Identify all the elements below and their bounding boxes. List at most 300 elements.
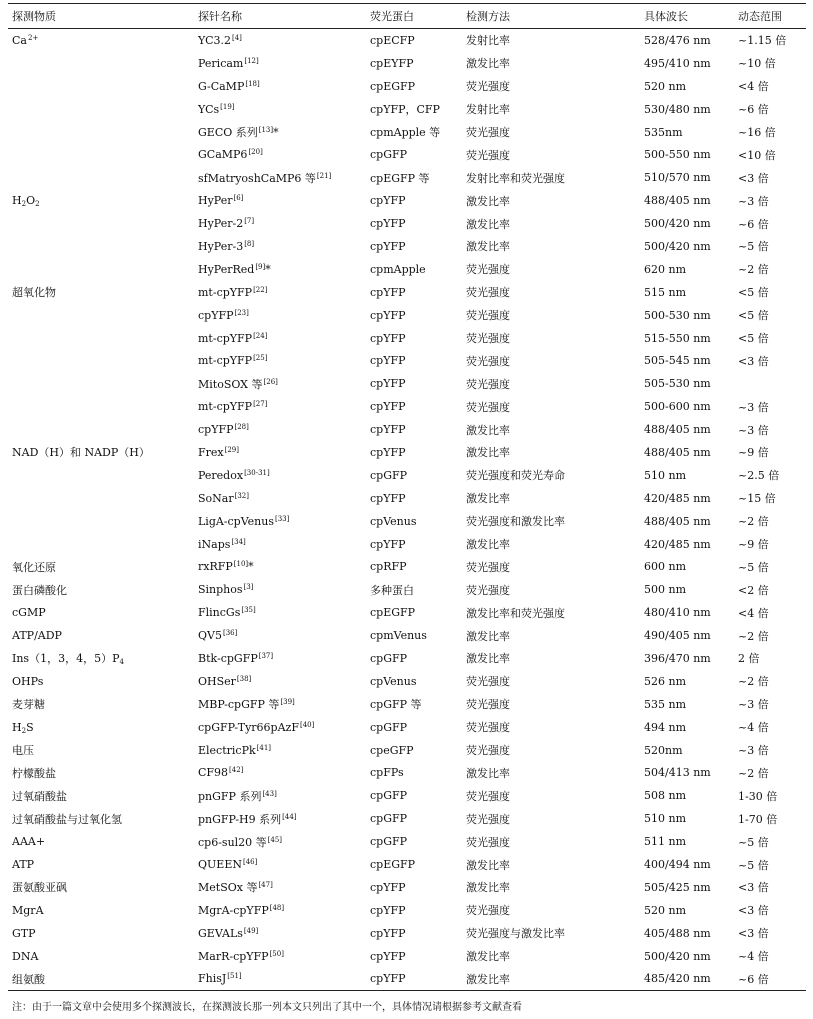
cell-material <box>8 624 194 647</box>
material-text: MgrA <box>12 903 44 917</box>
cell-range: ~15 倍 <box>738 492 776 506</box>
reference-citation: [47] <box>258 881 273 890</box>
probe-name: mt-cpYFP <box>198 285 253 299</box>
reference-citation: [22] <box>253 285 268 294</box>
table-row <box>8 372 806 395</box>
cell-wavelength: 508 nm <box>644 789 687 803</box>
cell-wavelength: 510 nm <box>644 812 687 826</box>
probe-name: QV5 <box>198 629 222 643</box>
reference-citation: [6] <box>233 194 244 203</box>
cell-wavelength: 505-545 nm <box>644 354 711 368</box>
table-header-row <box>8 4 806 29</box>
probe-name: cpYFP <box>198 423 234 437</box>
cell-method: 荧光强度 <box>466 354 510 368</box>
cell-probe <box>194 624 366 647</box>
reference-citation: [3] <box>243 583 254 592</box>
cell-wavelength: 420/485 nm <box>644 537 711 551</box>
cell-range: ~6 倍 <box>738 217 769 231</box>
cell-protein: cpYFP <box>370 491 406 505</box>
cell-method: 激发比率 <box>466 492 510 506</box>
table-row <box>8 212 806 235</box>
probe-name: MarR-cpYFP <box>198 949 269 963</box>
reference-citation: [8] <box>244 239 255 248</box>
cell-material <box>8 143 194 166</box>
cell-range: ~9 倍 <box>738 446 769 460</box>
probe-name: CF98 <box>198 766 229 780</box>
cell-protein: cpGFP <box>370 148 408 162</box>
table-footnote: 注：由于一篇文章中会使用多个探测波长，在探测波长那一列本文只列出了其中一个，具体情况请根据参考文献查看 <box>12 1002 522 1013</box>
cell-material <box>8 762 194 785</box>
cell-probe <box>194 395 366 418</box>
cell-wavelength: 420/485 nm <box>644 491 711 505</box>
material-text: 过氧硝酸盐 <box>12 789 67 803</box>
cell-range: <10 倍 <box>738 148 776 162</box>
reference-citation: [9] <box>255 262 266 271</box>
material-text: 蛋氨酸亚砜 <box>12 881 67 895</box>
probe-name: sfMatryoshCaMP6 等 <box>198 171 316 185</box>
cell-range: ~3 倍 <box>738 400 769 414</box>
cell-range: <3 倍 <box>738 904 769 918</box>
cell-method: 激发比率 <box>466 423 510 437</box>
cell-method: 荧光强度 <box>466 126 510 139</box>
table-row <box>8 899 806 922</box>
material-text: H <box>12 720 22 734</box>
cell-wavelength: 488/405 nm <box>644 423 711 437</box>
cell-probe <box>194 510 366 533</box>
cell-material <box>8 922 194 945</box>
probe-name: MitoSOX 等 <box>198 377 263 391</box>
table-row <box>8 555 806 578</box>
cell-wavelength: 520nm <box>644 743 683 757</box>
cell-range: <3 倍 <box>738 354 769 368</box>
cell-method: 荧光强度 <box>466 400 510 414</box>
table-row <box>8 533 806 556</box>
cell-wavelength: 500/420 nm <box>644 949 711 963</box>
cell-material <box>8 510 194 533</box>
cell-probe <box>194 464 366 487</box>
cell-material <box>8 258 194 281</box>
material-text: Ins（1，3，4，5）P <box>12 652 120 666</box>
cell-wavelength: 530/480 nm <box>644 102 711 116</box>
cell-method: 荧光强度 <box>466 309 510 323</box>
cell-probe <box>194 807 366 830</box>
probe-name: GECO 系列 <box>198 126 258 139</box>
cell-probe <box>194 98 366 121</box>
material-text: H <box>12 194 22 208</box>
cell-method: 激发比率 <box>466 57 510 71</box>
probe-name: MBP-cpGFP 等 <box>198 698 280 712</box>
material-superscript: 2+ <box>27 33 39 42</box>
cell-method: 荧光强度 <box>466 721 510 735</box>
reference-citation: [4] <box>231 33 242 42</box>
cell-probe <box>194 555 366 578</box>
cell-wavelength: 500-600 nm <box>644 400 711 414</box>
probe-name: pnGFP-H9 系列 <box>198 812 282 826</box>
cell-protein: cpGFP <box>370 720 408 734</box>
probe-name: Btk-cpGFP <box>198 651 258 665</box>
cell-protein: cpYFP <box>370 331 406 345</box>
cell-wavelength: 400/494 nm <box>644 858 711 871</box>
cell-wavelength: 520 nm <box>644 79 687 93</box>
table-row <box>8 670 806 693</box>
cell-probe <box>194 739 366 762</box>
cell-wavelength: 535 nm <box>644 697 687 711</box>
cell-probe <box>194 601 366 624</box>
reference-citation: [30-31] <box>244 468 270 477</box>
material-text: 超氧化物 <box>12 286 56 300</box>
cell-probe <box>194 189 366 212</box>
cell-material <box>8 235 194 258</box>
cell-method: 荧光强度和激发比率 <box>466 515 565 529</box>
cell-wavelength: 500/420 nm <box>644 239 711 253</box>
probe-name: HyPer <box>198 194 233 208</box>
cell-method: 荧光强度 <box>466 904 510 918</box>
reference-citation: [12] <box>244 56 259 65</box>
cell-method: 荧光强度 <box>466 835 510 849</box>
header-method: 检测方法 <box>462 4 640 29</box>
cell-range: <4 倍 <box>738 606 769 620</box>
table-row <box>8 968 806 991</box>
table-row <box>8 189 806 212</box>
cell-range: ~2 倍 <box>738 766 769 780</box>
cell-protein: cpRFP <box>370 560 407 574</box>
cell-range: ~2 倍 <box>738 515 769 529</box>
table-body <box>8 29 806 991</box>
cell-range: ~6 倍 <box>738 103 769 117</box>
cell-probe <box>194 830 366 853</box>
cell-protein: cpGFP <box>370 789 408 803</box>
cell-method: 荧光强度 <box>466 698 510 712</box>
cell-method: 荧光强度 <box>466 80 510 94</box>
probe-name: MgrA-cpYFP <box>198 903 269 917</box>
cell-method: 荧光强度 <box>466 583 510 597</box>
reference-citation: [49] <box>243 926 259 935</box>
probe-name: cpYFP <box>198 308 234 322</box>
cell-wavelength: 405/488 nm <box>644 926 711 940</box>
table-row <box>8 716 806 739</box>
cell-range: ~2 倍 <box>738 629 769 643</box>
cell-wavelength: 500/420 nm <box>644 217 711 231</box>
cell-range: <5 倍 <box>738 286 769 300</box>
reference-citation: [19] <box>220 102 235 111</box>
table-row <box>8 830 806 853</box>
cell-protein: cpYFP <box>370 445 406 459</box>
probe-mark: * <box>248 560 254 574</box>
cell-protein: cpEGFP 等 <box>370 171 430 185</box>
cell-range: <5 倍 <box>738 332 769 346</box>
cell-wavelength: 495/410 nm <box>644 56 711 70</box>
cell-range: <3 倍 <box>738 881 769 895</box>
probe-name: FhisJ <box>198 972 227 986</box>
table-row <box>8 166 806 189</box>
cell-protein: cpYFP，CFP <box>370 103 440 117</box>
cell-protein: cpGFP <box>370 835 408 849</box>
cell-probe <box>194 143 366 166</box>
reference-citation: [38] <box>236 674 252 683</box>
cell-wavelength: 490/405 nm <box>644 629 711 643</box>
cell-wavelength: 510 nm <box>644 468 687 482</box>
probe-name: cpGFP-Tyr66pAzF <box>198 720 299 734</box>
cell-protein: cpGFP <box>370 468 408 482</box>
material-text: Ca <box>12 33 27 47</box>
cell-wavelength: 515 nm <box>644 285 687 299</box>
cell-wavelength: 510/570 nm <box>644 171 711 185</box>
cell-range: 1-70 倍 <box>738 812 778 826</box>
cell-method: 激发比率和荧光强度 <box>466 606 565 620</box>
cell-protein: cpYFP <box>370 354 406 368</box>
cell-protein: cpYFP <box>370 537 406 551</box>
table-row <box>8 739 806 762</box>
reference-citation: [32] <box>234 491 249 500</box>
cell-material <box>8 899 194 922</box>
table-row <box>8 578 806 601</box>
table-row <box>8 624 806 647</box>
cell-material <box>8 853 194 876</box>
cell-material <box>8 327 194 350</box>
cell-protein: cpVenus <box>370 674 417 688</box>
probe-name: YCs <box>198 102 220 116</box>
material-text-tail: O <box>26 194 36 208</box>
cell-wavelength: 488/405 nm <box>644 194 711 208</box>
probe-name: QUEEN <box>198 858 242 871</box>
material-text: 组氨酸 <box>12 972 45 986</box>
cell-method: 激发比率 <box>466 538 510 552</box>
cell-method: 荧光强度和荧光寿命 <box>466 469 565 483</box>
cell-probe <box>194 121 366 144</box>
cell-probe <box>194 281 366 304</box>
cell-material <box>8 441 194 464</box>
cell-probe <box>194 899 366 922</box>
cell-wavelength: 488/405 nm <box>644 445 711 459</box>
cell-probe <box>194 968 366 991</box>
cell-material <box>8 807 194 830</box>
table-row <box>8 121 806 144</box>
cell-method: 发射比率 <box>466 34 510 48</box>
cell-range: ~3 倍 <box>738 423 769 437</box>
probe-name: HyPerRed <box>198 262 255 276</box>
reference-citation: [26] <box>263 377 278 386</box>
cell-wavelength: 528/476 nm <box>644 33 711 47</box>
probe-name: FlincGs <box>198 606 241 620</box>
probe-name: Sinphos <box>198 583 243 597</box>
table-row <box>8 441 806 464</box>
cell-method: 激发比率 <box>466 950 510 964</box>
reference-citation: [42] <box>229 766 244 775</box>
reference-citation: [13] <box>258 126 274 134</box>
material-text: OHPs <box>12 674 44 688</box>
table-row <box>8 853 806 876</box>
cell-material <box>8 784 194 807</box>
cell-wavelength: 520 nm <box>644 903 687 917</box>
probe-name: mt-cpYFP <box>198 400 253 414</box>
cell-probe <box>194 853 366 876</box>
material-text: 蛋白磷酸化 <box>12 583 67 597</box>
cell-wavelength: 511 nm <box>644 835 687 849</box>
cell-protein: cpYFP <box>370 194 406 208</box>
table-row <box>8 258 806 281</box>
table-row <box>8 327 806 350</box>
cell-wavelength: 480/410 nm <box>644 606 711 620</box>
cell-material <box>8 464 194 487</box>
material-text: cGMP <box>12 606 46 620</box>
probe-name: HyPer-3 <box>198 239 244 253</box>
cell-material <box>8 212 194 235</box>
table-row <box>8 807 806 830</box>
cell-protein: cpYFP <box>370 903 406 917</box>
cell-range: <5 倍 <box>738 309 769 323</box>
table-row <box>8 464 806 487</box>
cell-protein: cpYFP <box>370 400 406 414</box>
cell-wavelength: 505/425 nm <box>644 880 711 894</box>
reference-citation: [21] <box>316 171 332 180</box>
cell-protein: cpYFP <box>370 377 406 391</box>
table-row <box>8 281 806 304</box>
cell-protein: cpGFP <box>370 651 408 665</box>
reference-citation: [43] <box>262 789 277 798</box>
probe-name: cp6-sul20 等 <box>198 835 267 849</box>
material-text: DNA <box>12 949 39 963</box>
reference-citation: [35] <box>241 606 256 615</box>
cell-protein: cpeGFP <box>370 743 414 757</box>
probe-mark: * <box>273 126 279 139</box>
table-row <box>8 784 806 807</box>
table-row <box>8 235 806 258</box>
cell-material <box>8 395 194 418</box>
cell-material <box>8 418 194 441</box>
probe-name: LigA-cpVenus <box>198 514 274 528</box>
cell-range: <3 倍 <box>738 171 769 185</box>
cell-protein: cpYFP <box>370 423 406 437</box>
probe-name: OHSer <box>198 674 236 688</box>
cell-probe <box>194 647 366 670</box>
probe-name: mt-cpYFP <box>198 331 253 345</box>
reference-citation: [20] <box>248 148 263 157</box>
cell-range: ~5 倍 <box>738 560 769 574</box>
material-text: 柠檬酸盐 <box>12 766 56 780</box>
cell-range: ~3 倍 <box>738 698 769 712</box>
cell-protein: cpGFP <box>370 812 408 826</box>
cell-material <box>8 693 194 716</box>
cell-wavelength: 505-530 nm <box>644 377 711 391</box>
cell-protein: cpYFP <box>370 217 406 231</box>
cell-protein: cpECFP <box>370 33 415 47</box>
probe-name: GEVALs <box>198 926 243 940</box>
cell-probe <box>194 327 366 350</box>
reference-citation: [46] <box>242 858 258 866</box>
cell-method: 荧光强度 <box>466 560 510 574</box>
cell-protein: cpVenus <box>370 514 417 528</box>
cell-wavelength: 488/405 nm <box>644 514 711 528</box>
table-row <box>8 945 806 968</box>
cell-range: <4 倍 <box>738 80 769 94</box>
reference-citation: [48] <box>269 903 285 912</box>
cell-material <box>8 601 194 624</box>
reference-citation: [45] <box>267 835 283 844</box>
cell-probe <box>194 533 366 556</box>
cell-wavelength: 504/413 nm <box>644 766 711 780</box>
table-row <box>8 693 806 716</box>
cell-method: 激发比率 <box>466 240 510 254</box>
table-row <box>8 349 806 372</box>
cell-protein: cpYFP <box>370 308 406 322</box>
cell-material <box>8 830 194 853</box>
cell-probe <box>194 166 366 189</box>
cell-material <box>8 52 194 75</box>
material-subscript: 2 <box>35 200 40 209</box>
cell-material <box>8 29 194 52</box>
table-row <box>8 29 806 52</box>
cell-probe <box>194 52 366 75</box>
reference-citation: [39] <box>280 698 295 707</box>
cell-method: 激发比率 <box>466 217 510 231</box>
cell-probe <box>194 75 366 98</box>
cell-wavelength: 620 nm <box>644 262 687 276</box>
material-text: ATP/ADP <box>12 629 62 643</box>
cell-material <box>8 189 194 212</box>
probe-name: YC3.2 <box>198 33 231 47</box>
cell-range: ~9 倍 <box>738 538 769 552</box>
reference-citation: [10] <box>233 560 249 569</box>
cell-method: 荧光强度 <box>466 377 510 391</box>
material-text: ATP <box>12 858 35 871</box>
cell-range: <2 倍 <box>738 583 769 597</box>
cell-protein: cpYFP <box>370 926 406 940</box>
cell-method: 荧光强度 <box>466 148 510 162</box>
cell-range: ~1.15 倍 <box>738 34 787 48</box>
header-probe: 探针名称 <box>194 4 366 29</box>
table-row <box>8 395 806 418</box>
cell-probe <box>194 487 366 510</box>
material-text: NAD（H）和 NADP（H） <box>12 446 150 460</box>
cell-material <box>8 716 194 739</box>
table-row <box>8 304 806 327</box>
probe-name: iNaps <box>198 537 231 551</box>
cell-material <box>8 945 194 968</box>
cell-method: 激发比率 <box>466 194 510 208</box>
cell-probe <box>194 716 366 739</box>
cell-protein: cpEGFP <box>370 79 416 93</box>
cell-wavelength: 500-530 nm <box>644 308 711 322</box>
cell-protein: cpFPs <box>370 766 404 780</box>
cell-method: 荧光强度 <box>466 789 510 803</box>
reference-citation: [24] <box>253 331 268 340</box>
cell-range: ~4 倍 <box>738 721 769 735</box>
probe-name: GCaMP6 <box>198 148 248 162</box>
cell-protein: cpYFP <box>366 968 462 991</box>
cell-material <box>8 670 194 693</box>
cell-probe <box>194 693 366 716</box>
reference-citation: [18] <box>245 79 260 88</box>
cell-range: ~16 倍 <box>738 126 776 139</box>
cell-material <box>8 98 194 121</box>
cell-protein: cpmVenus <box>370 629 427 643</box>
cell-probe <box>194 945 366 968</box>
cell-protein: cpYFP <box>370 285 406 299</box>
table-row <box>8 876 806 899</box>
cell-wavelength: 600 nm <box>644 560 687 574</box>
table-row <box>8 52 806 75</box>
reference-citation: [34] <box>231 537 246 546</box>
table-row <box>8 143 806 166</box>
cell-range: ~6 倍 <box>734 968 806 991</box>
cell-method: 激发比率 <box>466 446 510 460</box>
cell-method: 激发比率 <box>466 629 510 643</box>
header-protein: 荧光蛋白 <box>366 4 462 29</box>
cell-method: 荧光强度 <box>466 812 510 826</box>
material-subscript: 4 <box>119 658 124 667</box>
cell-method: 荧光强度 <box>466 744 510 758</box>
cell-method: 荧光强度 <box>466 332 510 346</box>
